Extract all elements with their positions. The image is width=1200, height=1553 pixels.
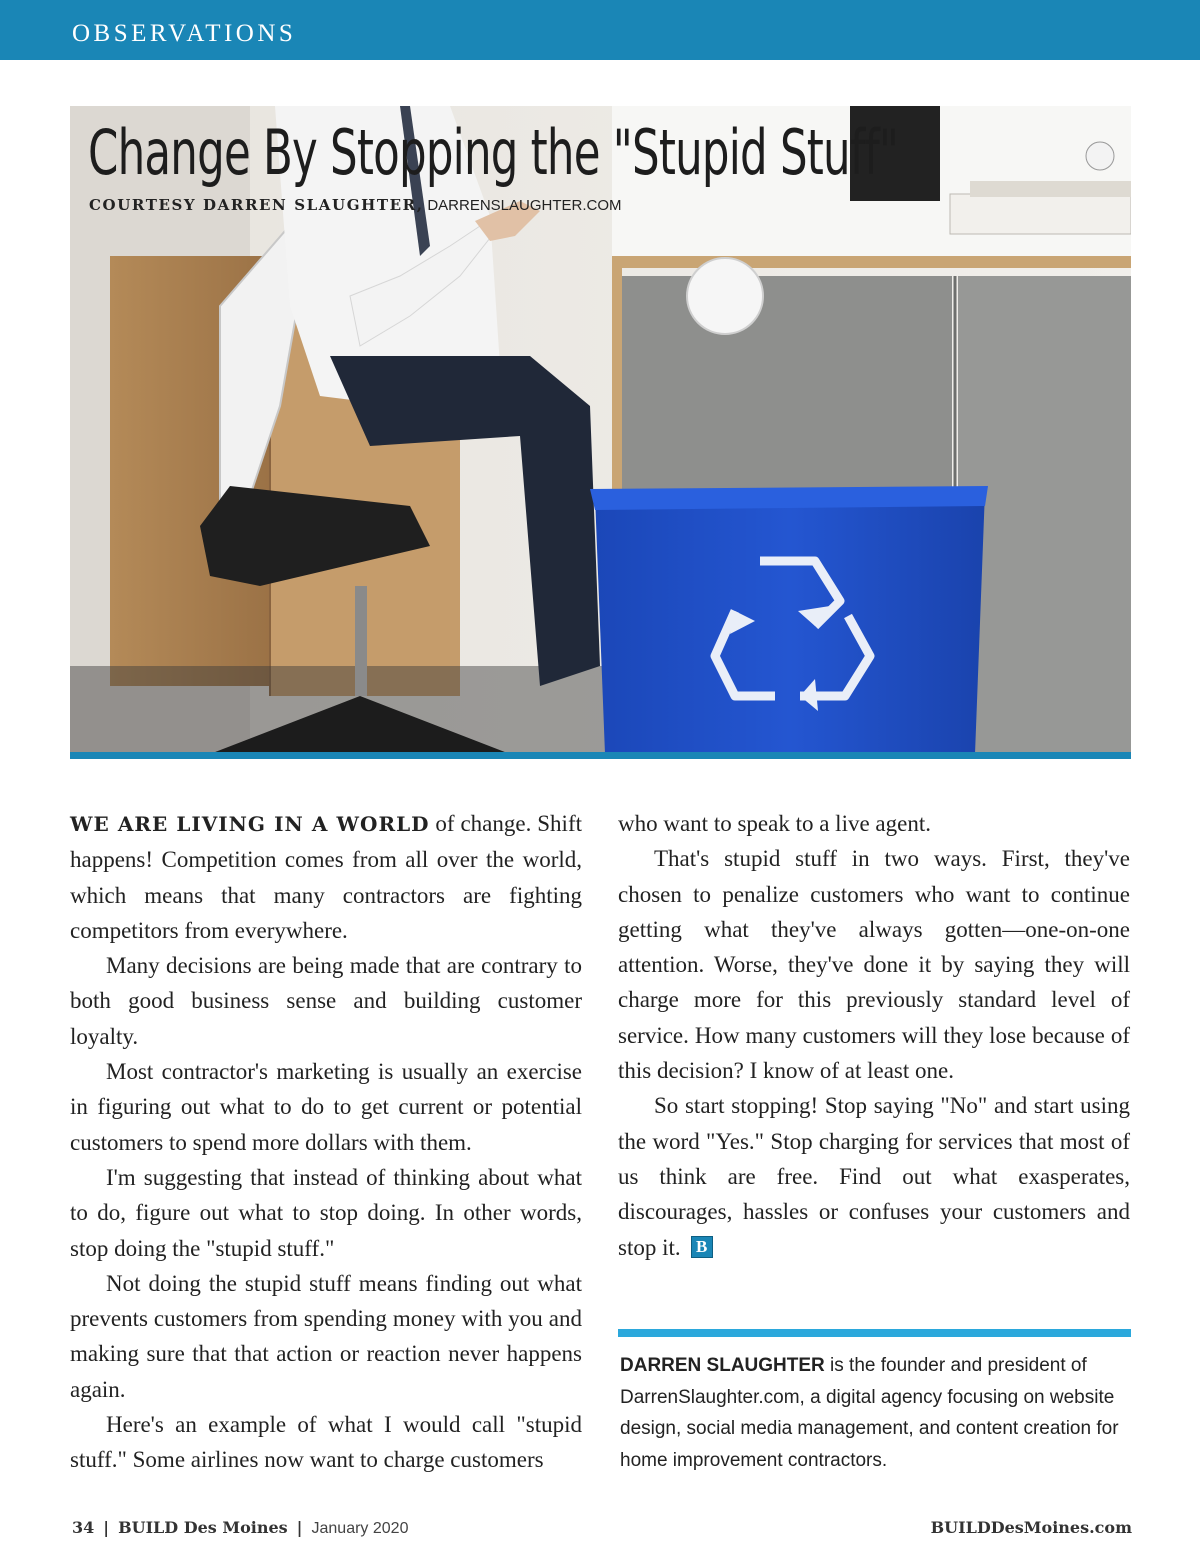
paragraph-9	[618, 1088, 1130, 1264]
paragraph-3: Most contractor's marketing is usually an exercise in figuring out what to do to get current or potential customers to spend more dollars with them.	[70, 1059, 582, 1155]
credit-site: DARRENSLAUGHTER.COM	[427, 197, 622, 214]
page-number: 34	[72, 1518, 95, 1537]
paragraph-9-text: So start stopping! Stop saying "No" and start using the word "Yes." Stop charging for services that most of us think are free. Find out what exasperates, discourages, hassles or confuses your customers and stop it.	[618, 1093, 1130, 1260]
credit-name: COURTESY DARREN SLAUGHTER,	[89, 196, 424, 214]
paragraph-2: Many decisions are being made that are contrary to both good business sense and building customer loyalty.	[70, 953, 582, 1049]
paragraph-6: Here's an example of what I would call "stupid stuff." Some airlines now want to charge customers	[70, 1412, 582, 1473]
paragraph-8: That's stupid stuff in two ways. First, they've chosen to penalize customers who want to continue getting what they've always gotten—one-on-one attention. Worse, they've done it by saying they will charge more for this previously standard level of service. How many customers will they lose because of this decision? I know of at least one.	[618, 846, 1130, 1084]
bio-divider	[618, 1329, 1131, 1337]
author-bio-text: is the founder and president of DarrenSlaughter.com, a digital agency focusing on website design, social media management, and content creation for home improvement contractors.	[620, 1355, 1119, 1471]
article-column-right	[618, 806, 1130, 1265]
publication-name: BUILD Des Moines	[118, 1518, 288, 1537]
author-name: DARREN SLAUGHTER	[620, 1355, 825, 1376]
article-title: Change By Stopping the "Stupid Stuff"	[88, 116, 899, 189]
paragraph-5: Not doing the stupid stuff means finding out what prevents customers from spending money with you and making sure that that action or reaction never happens again.	[70, 1270, 582, 1402]
paragraph-1-text: of change. Shift happens! Competition comes from all over the world, which means that many contractors are fighting competitors from everywhere.	[70, 811, 582, 943]
paragraph-7: who want to speak to a live agent.	[618, 811, 931, 836]
photo-bottom-rule	[70, 752, 1131, 759]
issue-date: January 2020	[311, 1520, 409, 1537]
footer-left	[72, 1518, 408, 1538]
end-of-article-mark: B	[691, 1236, 713, 1258]
footer-separator-2: |	[296, 1518, 303, 1537]
section-label: OBSERVATIONS	[72, 20, 297, 47]
paragraph-4: I'm suggesting that instead of thinking about what to do, figure out what to stop doing. In other words, stop doing the "stupid stuff."	[70, 1164, 582, 1261]
article-column-left	[70, 806, 582, 1478]
page-footer	[72, 1514, 1132, 1542]
lead-in: WE ARE LIVING IN A WORLD	[70, 812, 430, 836]
author-bio	[620, 1350, 1135, 1476]
publication-website: BUILDDesMoines.com	[930, 1518, 1132, 1537]
footer-separator: |	[103, 1518, 110, 1537]
paragraph-1	[70, 806, 582, 948]
photo-credit	[89, 196, 622, 215]
